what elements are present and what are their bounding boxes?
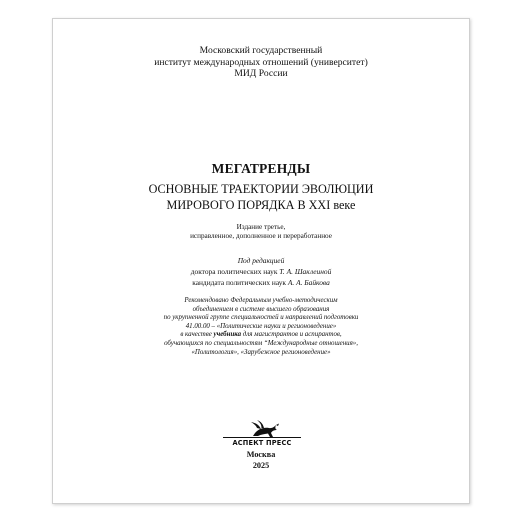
- recommendation-line-5-bold: учебника: [213, 331, 242, 339]
- recommendation-line-4: 41.00.00 – «Политические науки и регионоведение»: [185, 322, 337, 330]
- recommendation-line-5: [53, 331, 469, 340]
- recommendation-line-1: Рекомендовано Федеральным учебно-методическим: [184, 297, 338, 304]
- edition-line-2: исправленное, дополненное и переработанное: [190, 232, 332, 240]
- institution-line-2: институт международных отношений (университет): [154, 56, 368, 68]
- recommendation-block: [53, 297, 469, 357]
- editor-2: [53, 277, 469, 288]
- editor-1: [53, 266, 469, 277]
- publication-year: 2025: [252, 460, 270, 470]
- institution-line-3: МИД России: [234, 68, 288, 79]
- editor-2-degree: кандидата политических наук: [192, 278, 288, 287]
- recommendation-line-5-post: для магистрантов и аспирантов,: [241, 331, 342, 339]
- book-subtitle: [53, 182, 469, 213]
- editors-block: [53, 255, 469, 288]
- book-title: МЕГАТРЕНДЫ: [211, 161, 311, 176]
- recommendation-line-5-pre: в качестве: [180, 331, 214, 339]
- edition-note: [53, 223, 469, 241]
- institution-block: [53, 45, 469, 80]
- institution-line-1: Московский государственный: [199, 45, 323, 56]
- publication-city: Москва: [246, 450, 276, 459]
- publisher-logo-text: АСПЕКТ ПРЕСС: [223, 437, 301, 447]
- recommendation-line-3: по укрупненной группе специальностей и направлений подготовки: [163, 314, 359, 322]
- editor-2-name: А. А. Байкова: [287, 278, 330, 287]
- editor-1-degree: доктора политических наук: [190, 267, 280, 276]
- subtitle-line-2: МИРОВОГО ПОРЯДКА В XXI веке: [166, 197, 356, 212]
- editors-intro: Под редакцией: [237, 256, 285, 265]
- title-page: [52, 18, 470, 504]
- recommendation-line-6: обучающихся по специальностям “Международные отношения»,: [164, 339, 358, 347]
- imprint-block: [53, 450, 469, 471]
- subtitle-line-1: ОСНОВНЫЕ ТРАЕКТОРИИ ЭВОЛЮЦИИ: [148, 182, 374, 196]
- recommendation-line-2: объединением в системе высшего образования: [192, 305, 330, 313]
- recommendation-line-7: «Политология», «Зарубежное регионоведение»: [191, 348, 331, 356]
- publisher-logo: [223, 419, 301, 447]
- editor-1-name: Т. А. Шаклеиной: [279, 267, 332, 276]
- winged-horse-icon: [223, 419, 301, 439]
- edition-line-1: Издание третье,: [236, 223, 286, 231]
